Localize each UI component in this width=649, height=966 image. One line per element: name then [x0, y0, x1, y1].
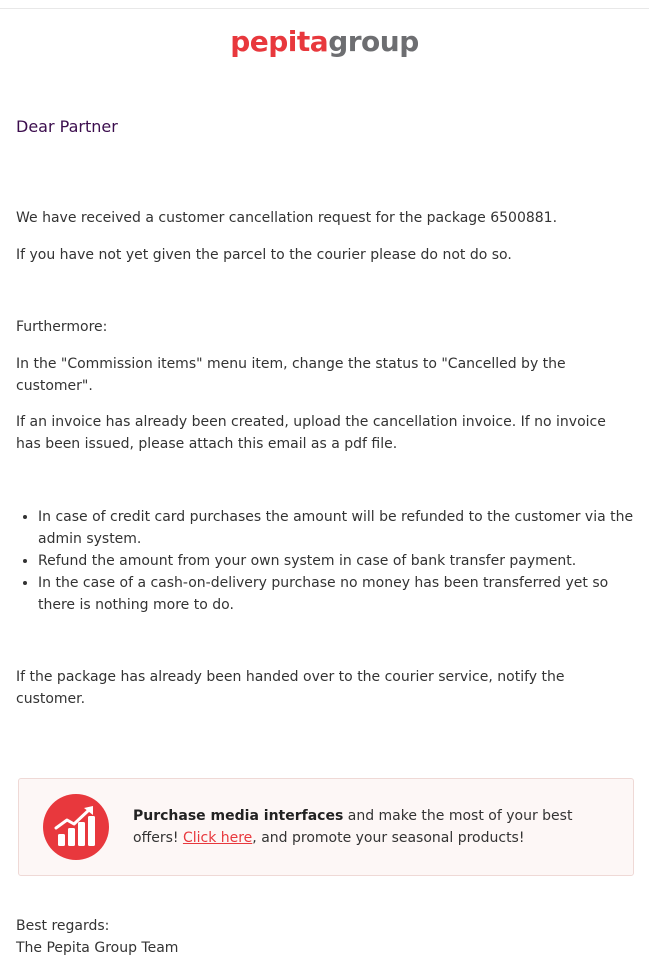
- promo-text: [133, 805, 613, 849]
- signoff-greeting: Best regards:: [16, 918, 110, 934]
- refund-list: [16, 506, 634, 616]
- promo-text-part2: , and promote your seasonal products!: [252, 830, 525, 846]
- courier-warning: If you have not yet given the parcel to the courier please do not do so.: [16, 247, 512, 263]
- promo-banner: [18, 778, 634, 876]
- top-divider: [0, 8, 649, 9]
- greeting: Dear Partner: [16, 117, 118, 136]
- list-item: • In case of credit card purchases the amount will be refunded to the customer via the admin system.: [38, 506, 634, 550]
- furthermore-label: Furthermore:: [16, 319, 108, 335]
- growth-chart-icon: [43, 794, 109, 860]
- pepita-group-logo[interactable]: [0, 22, 649, 62]
- courier-handover-note: If the package has already been handed over to the courier service, notify the customer.: [16, 669, 565, 707]
- commission-instruction: In the "Commission items" menu item, change the status to "Cancelled by the customer".: [16, 356, 566, 394]
- logo-part-group: group: [328, 25, 419, 58]
- signoff: [16, 915, 178, 959]
- signoff-signature: The Pepita Group Team: [16, 940, 179, 956]
- cancellation-notice: We have received a customer cancellation request for the package 6500881.: [16, 210, 558, 226]
- click-here-link[interactable]: Click here: [182, 830, 253, 846]
- list-item: • In the case of a cash-on-delivery purchase no money has been transferred yet so there is nothing more to do.: [38, 572, 634, 616]
- logo-part-pepita: pepita: [230, 25, 329, 58]
- invoice-instruction: If an invoice has already been created, upload the cancellation invoice. If no invoice has been issued, please attach this email as a pdf file.: [16, 414, 606, 452]
- list-item: • Refund the amount from your own system in case of bank transfer payment.: [38, 550, 634, 572]
- promo-text-part1: and make the most of your best offers!: [133, 808, 573, 846]
- promo-headline: Purchase media interfaces: [133, 808, 344, 824]
